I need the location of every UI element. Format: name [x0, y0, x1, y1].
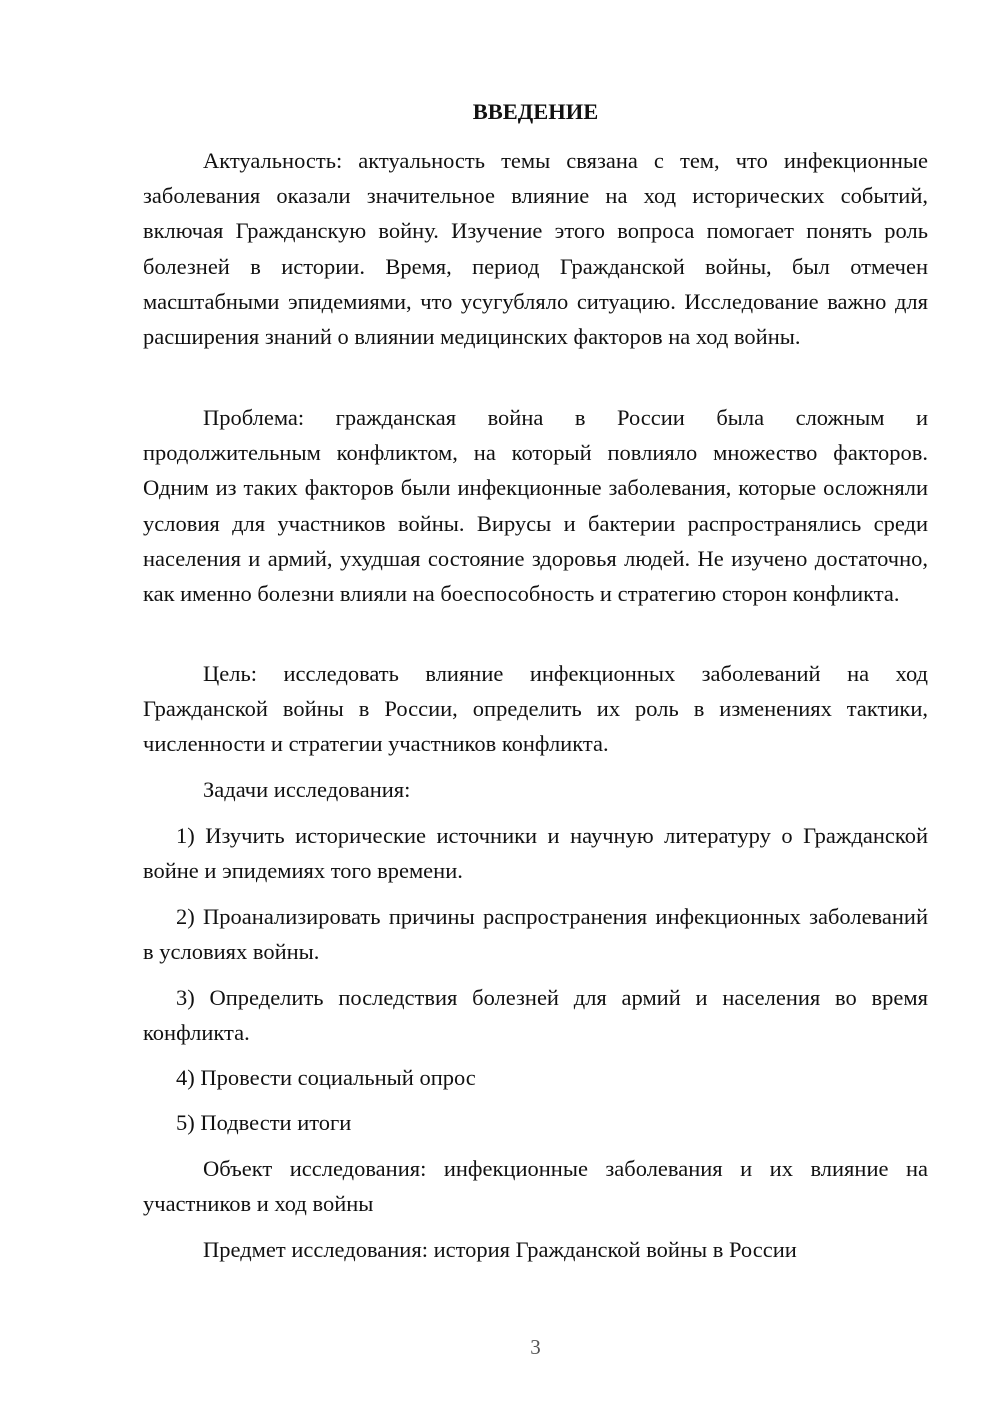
tasks-heading: Задачи исследования:	[203, 777, 411, 802]
task-item-5: 5) Подвести итоги	[176, 1110, 352, 1135]
task-item-3: 3) Определить последствия болезней для армий и населения во время конфликта.	[143, 985, 928, 1046]
task-item-4: 4) Провести социальный опрос	[176, 1065, 476, 1090]
page-number: 3	[530, 1335, 541, 1359]
document-page	[143, 0, 928, 1414]
page-title: ВВЕДЕНИЕ	[472, 99, 599, 124]
problem-paragraph: Проблема: гражданская война в России была сложным и продолжительным конфликтом, на который повлияло множество факторов. Одним из таких факторов были инфекционные заболевания, которые осложняли условия для участников войны. Вирусы и бактерии распространялись среди населения и армий, ухудшая состояние здоровья людей. Не изучено достаточно, как именно болезни влияли на боеспособность и стратегию сторон конфликта.	[143, 405, 928, 607]
relevance-paragraph: Актуальность: актуальность темы связана с тем, что инфекционные заболевания оказали значительное влияние на ход исторических событий, включая Гражданскую войну. Изучение этого вопроса помогает понять роль болезней в истории. Время, период Гражданской войны, был отмечен масштабными эпидемиями, что усугубляло ситуацию. Исследование важно для расширения знаний о влиянии медицинских факторов на ход войны.	[143, 148, 928, 350]
task-item-2: 2) Проанализировать причины распространения инфекционных заболеваний в условиях войны.	[143, 904, 928, 965]
task-item-1: 1) Изучить исторические источники и научную литературу о Гражданской войне и эпидемиях того времени.	[143, 823, 928, 884]
object-paragraph: Объект исследования: инфекционные заболевания и их влияние на участников и ход войны	[143, 1156, 928, 1217]
subject-paragraph: Предмет исследования: история Гражданской войны в России	[203, 1237, 797, 1262]
goal-paragraph: Цель: исследовать влияние инфекционных заболеваний на ход Гражданской войны в России, определить их роль в изменениях тактики, численности и стратегии участников конфликта.	[143, 661, 928, 757]
